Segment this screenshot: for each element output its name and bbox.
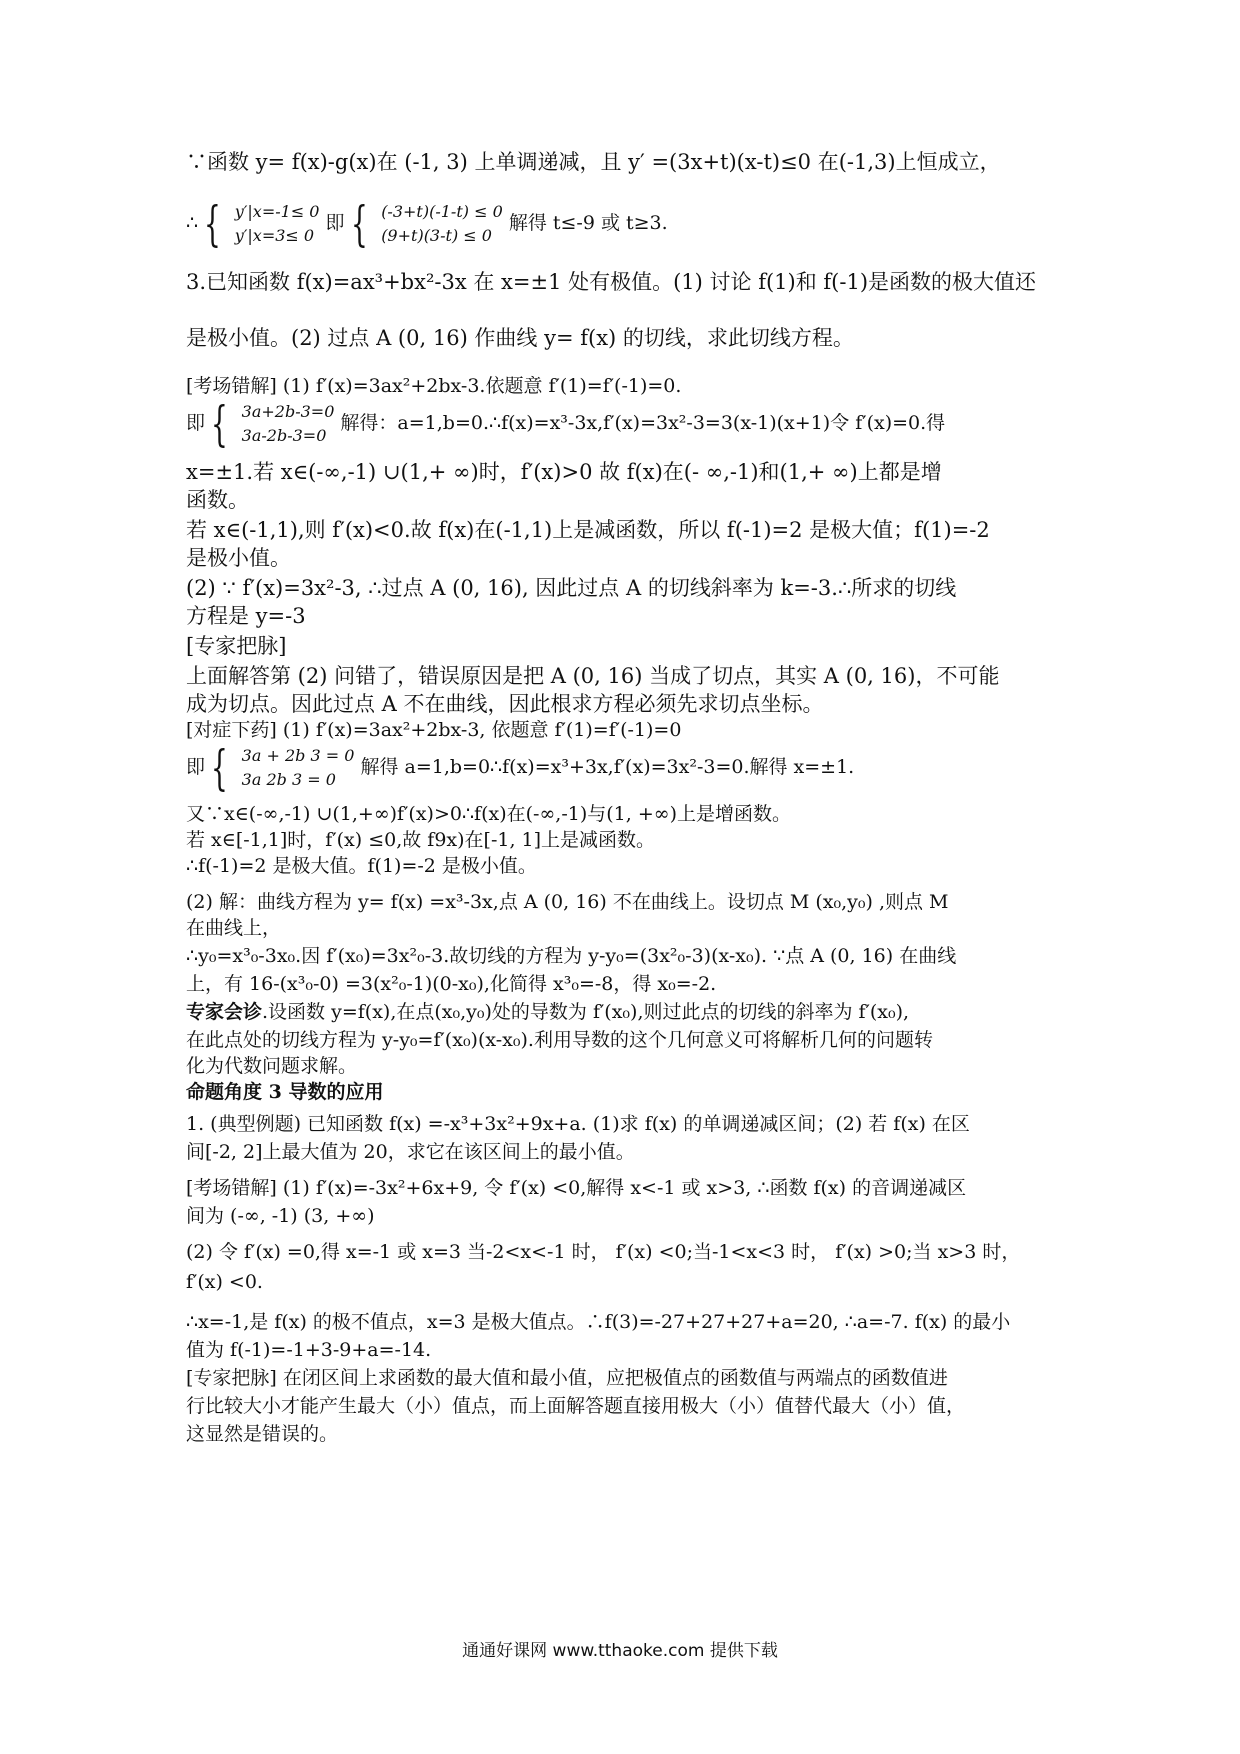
system-lead: 即	[186, 756, 206, 778]
inline-text: .设函数 y=f(x),在点(x₀,y₀)处的导数为 f′(x₀),则过此点的切线的斜率为 f′(x₀),	[262, 1001, 910, 1023]
text-line: [考场错解] (1) f′(x)=-3x²+6x+9, 令 f′(x) <0,解得 x<-1 或 x>3, ∴函数 f(x) 的音调递减区	[186, 1177, 967, 1199]
text-line: f′(x) <0.	[186, 1271, 263, 1293]
text-line: 间为 (-∞, -1) (3, +∞)	[186, 1205, 375, 1227]
left-brace: {	[204, 196, 221, 252]
text-line: (2) ∵ f′(x)=3x²-3, ∴过点 A (0, 16), 因此过点 A 的切线斜率为 k=-3.∴所求的切线	[186, 576, 957, 600]
page-footer: 通通好课网 www.tthaoke.com 提供下载	[462, 1641, 778, 1661]
text-line: 上面解答第 (2) 问错了，错误原因是把 A (0, 16) 当成了切点，其实 A (0, 16)，不可能	[186, 664, 1000, 688]
text-line: 若 x∈(-1,1),则 f′(x)<0.故 f(x)在(-1,1)上是减函数，所以 f(-1)=2 是极大值；f(1)=-2	[186, 518, 990, 542]
system-row: (9+t)(3-t) ≤ 0	[381, 226, 492, 245]
equation-system-2	[186, 396, 946, 452]
left-brace: {	[211, 740, 228, 796]
system-connector: 即	[325, 212, 345, 234]
text-line: [对症下药] (1) f′(x)=3ax²+2bx-3, 依题意 f′(1)=f′(-1)=0	[186, 719, 682, 741]
text-line: 化为代数问题求解。	[186, 1055, 358, 1077]
system-row: 3a 2b 3 = 0	[241, 770, 336, 789]
system-row: 3a + 2b 3 = 0	[241, 746, 355, 765]
text-line: 这显然是错误的。	[186, 1423, 339, 1445]
system-rows	[235, 200, 320, 248]
section-label: [专家把脉]	[186, 634, 287, 658]
left-brace: {	[211, 396, 228, 452]
system-rows	[242, 400, 335, 448]
inequality-system-1	[186, 196, 668, 252]
text-line: (2) 令 f′(x) =0,得 x=-1 或 x=3 当-2<x<-1 时， f′(x) <0;当-1<x<3 时， f′(x) >0;当 x>3 时，	[186, 1241, 1021, 1263]
text-line: ∴y₀=x³₀-3x₀.因 f′(x₀)=3x²₀-3.故切线的方程为 y-y₀=(3x²₀-3)(x-x₀). ∵点 A (0, 16) 在曲线	[186, 945, 957, 967]
system-rows	[242, 744, 355, 792]
system-row: 3a-2b-3=0	[241, 426, 327, 445]
system-row: y′|x=3≤ 0	[234, 226, 315, 245]
left-brace: {	[350, 196, 368, 252]
text-line: 间[-2, 2]上最大值为 20，求它在该区间上的最小值。	[186, 1141, 635, 1163]
text-line: 在曲线上，	[186, 917, 282, 939]
system-rows	[381, 200, 503, 248]
text-line: 值为 f(-1)=-1+3-9+a=-14.	[186, 1339, 432, 1361]
system-result: 解得 t≤-9 或 t≥3.	[508, 212, 668, 234]
equation-system-3	[186, 740, 855, 796]
text-line: 若 x∈[-1,1]时，f′(x) ≤0,故 f9x)在[-1, 1]上是减函数。	[186, 829, 656, 851]
section-heading: 命题角度 3 导数的应用	[186, 1081, 384, 1103]
system-result: 解得：a=1,b=0.∴f(x)=x³-3x,f′(x)=3x²-3=3(x-1)(x+1)令 f′(x)=0.得	[340, 412, 946, 434]
text-line: (2) 解：曲线方程为 y= f(x) =x³-3x,点 A (0, 16) 不在曲线上。设切点 M (x₀,y₀) ,则点 M	[186, 891, 949, 913]
text-line: 在此点处的切线方程为 y-y₀=f′(x₀)(x-x₀).利用导数的这个几何意义可将解析几何的问题转	[186, 1029, 933, 1051]
text-line: ∵函数 y= f(x)-g(x)在 (-1, 3) 上单调递减，且 y′ =(3x+t)(x-t)≤0 在(-1,3)上恒成立，	[186, 150, 1001, 174]
text-line: 是极小值。	[186, 546, 291, 570]
system-row: y′|x=-1≤ 0	[234, 202, 320, 221]
problem-statement: 是极小值。(2) 过点 A (0, 16) 作曲线 y= f(x) 的切线，求此切线方程。	[186, 326, 854, 350]
system-result: 解得 a=1,b=0∴f(x)=x³+3x,f′(x)=3x²-3=0.解得 x=±1.	[360, 756, 855, 778]
text-line: [专家把脉] 在闭区间上求函数的最大值和最小值，应把极值点的函数值与两端点的函数值进	[186, 1367, 948, 1389]
text-line: 成为切点。因此过点 A 不在曲线，因此根求方程必须先求切点坐标。	[186, 692, 824, 716]
system-row: 3a+2b-3=0	[241, 402, 335, 421]
text-line: x=±1.若 x∈(-∞,-1) ∪(1,+ ∞)时，f′(x)>0 故 f(x)在(- ∞,-1)和(1,+ ∞)上都是增	[186, 460, 942, 484]
text-line: 1. (典型例题) 已知函数 f(x) =-x³+3x²+9x+a. (1)求 f(x) 的单调递减区间；(2) 若 f(x) 在区	[186, 1113, 970, 1135]
text-line: 上，有 16-(x³₀-0) =3(x²₀-1)(0-x₀),化简得 x³₀=-8，得 x₀=-2.	[186, 973, 717, 995]
problem-statement: 3.已知函数 f(x)=ax³+bx²-3x 在 x=±1 处有极值。(1) 讨论 f(1)和 f(-1)是函数的极大值还	[186, 270, 1037, 294]
therefore-symbol: ∴	[186, 212, 199, 234]
text-line: ∴f(-1)=2 是极大值。f(1)=-2 是极小值。	[186, 855, 537, 877]
text-line	[186, 1000, 909, 1024]
text-line: 又∵x∈(-∞,-1) ∪(1,+∞)f′(x)>0∴f(x)在(-∞,-1)与(1, +∞)上是增函数。	[186, 803, 791, 825]
text-line: [考场错解] (1) f′(x)=3ax²+2bx-3.依题意 f′(1)=f′(-1)=0.	[186, 375, 682, 397]
system-lead: 即	[186, 412, 206, 434]
system-row: (-3+t)(-1-t) ≤ 0	[381, 202, 503, 221]
bold-label: 专家会诊	[186, 1001, 263, 1023]
text-line: 函数。	[186, 488, 249, 512]
text-line: ∴x=-1,是 f(x) 的极不值点，x=3 是极大值点。∴f(3)=-27+27+27+a=20, ∴a=-7. f(x) 的最小	[186, 1311, 1011, 1333]
text-line: 行比较大小才能产生最大（小）值点，而上面解答题直接用极大（小）值替代最大（小）值，	[186, 1395, 966, 1417]
text-line: 方程是 y=-3	[186, 604, 306, 628]
